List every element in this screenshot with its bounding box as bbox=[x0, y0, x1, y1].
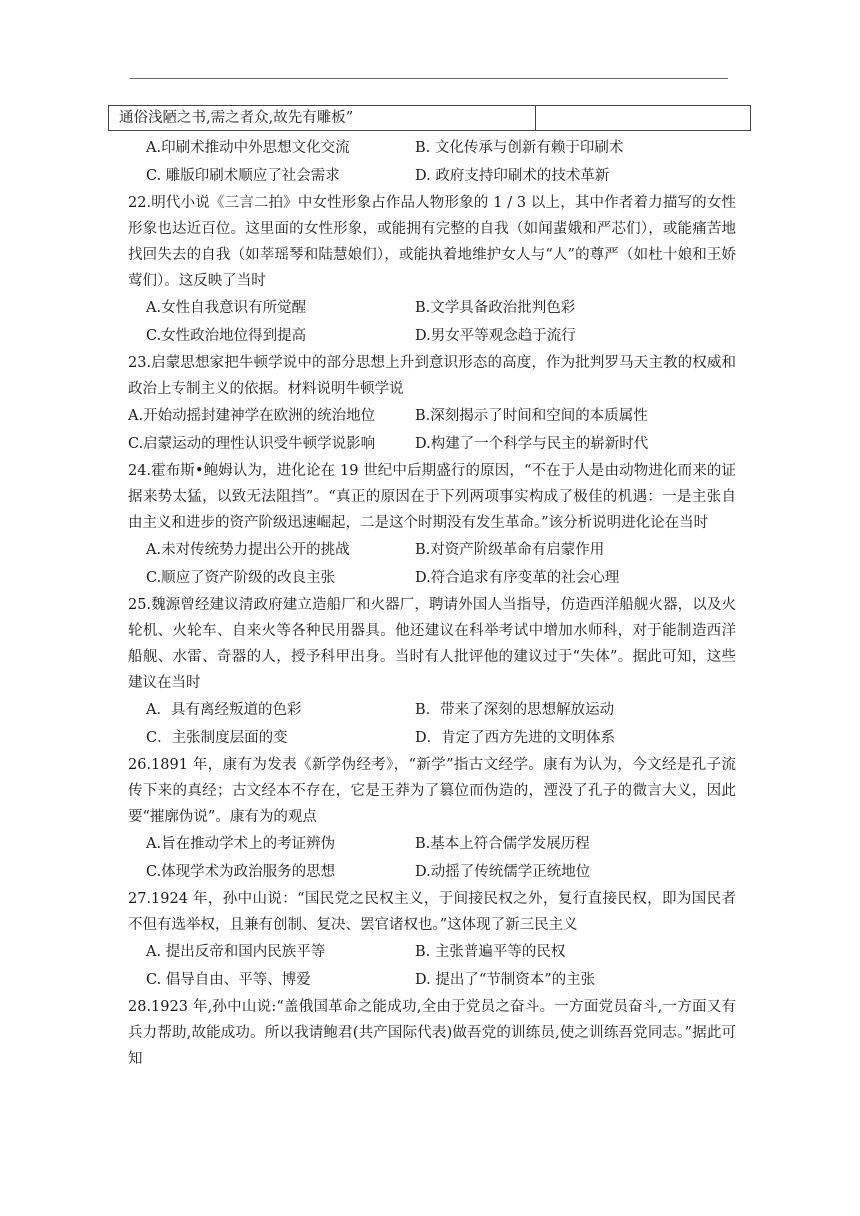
q24-option-b: B.对资产阶级革命有启蒙作用 bbox=[415, 542, 605, 558]
q24-stem: 24.霍布斯•鲍姆认为，进化论在 19 世纪中后期盛行的原因，“不在于人是由动物进化而来的证据来势太猛，以致无法阻挡”。“真正的原因在于下列两项事实构成了极佳的机遇：一是主张自由主义和进步的资产阶级迅速崛起，二是这个时期没有发生革命。”该分析说明进化论在当时 bbox=[128, 463, 736, 531]
q21-option-c: C. 雕版印刷术顺应了社会需求 bbox=[146, 168, 340, 184]
q26-options-row1 bbox=[128, 830, 736, 858]
q24-option-d: D.符合追求有序变革的社会心理 bbox=[415, 570, 620, 586]
q25-option-c: C．主张制度层面的变 bbox=[146, 730, 288, 746]
q25-option-a: A．具有离经叛道的色彩 bbox=[146, 702, 302, 718]
q23-options-row1 bbox=[128, 402, 736, 430]
q22-stem: 22.明代小说《三言二拍》中女性形象占作品人物形象的 1 / 3 以上，其中作者着力描写的女性形象也达近百位。这里面的女性形象，或能拥有完整的自我（如闻蜚娥和严芯们），或能痛苦地找回失去的自我（如莘瑶琴和陆慧娘们），或能执着地维护女人与“人”的尊严（如杜十娘和王娇莺们）。这反映了当时 bbox=[128, 195, 736, 289]
q28-stem: 28.1923 年,孙中山说:“盖俄国革命之能成功,全由于党员之奋斗。一方面党员奋斗,一方面又有兵力帮助,故能成功。所以我请鲍君(共产国际代表)做吾党的训练员,使之训练吾党同志。”据此可知 bbox=[128, 999, 736, 1067]
q26-option-b: B.基本上符合儒学发展历程 bbox=[415, 836, 590, 852]
q27-option-d: D. 提出了“节制资本”的主张 bbox=[415, 972, 596, 988]
q24-option-a: A.未对传统势力提出公开的挑战 bbox=[146, 542, 350, 558]
q27-stem: 27.1924 年，孙中山说：“国民党之民权主义，于间接民权之外，复行直接民权，即为国民者不但有选举权，且兼有创制、复决、罢官诸权也。”这体现了新三民主义 bbox=[128, 891, 736, 933]
q26-options-row2 bbox=[128, 858, 736, 886]
q21-option-b: B. 文化传承与创新有赖于印刷术 bbox=[415, 140, 624, 156]
q26-option-c: C.体现学术为政治服务的思想 bbox=[146, 864, 336, 880]
q24-option-c: C.顺应了资产阶级的改良主张 bbox=[146, 570, 336, 586]
q27-option-a: A. 提出反帝和国内民族平等 bbox=[146, 944, 326, 960]
q27-options-row2 bbox=[128, 966, 736, 994]
table-cell-left: 通俗浅陋之书,需之者众,故先有雕板” bbox=[109, 106, 536, 130]
table-cell-right bbox=[536, 106, 750, 130]
q22-options-row2 bbox=[128, 322, 736, 350]
q25-stem: 25.魏源曾经建议清政府建立造船厂和火器厂，聘请外国人当指导，仿造西洋船舰火器，以及火轮机、火轮车、自来火等各种民用器具。他还建议在科举考试中增加水师科，对于能制造西洋船舰、水雷、奇器的人，授予科甲出身。当时有人批评他的建议过于“失体”。据此可知，这些建议在当时 bbox=[128, 597, 736, 691]
q24-options-row1 bbox=[128, 536, 736, 564]
q23-stem: 23.启蒙思想家把牛顿学说中的部分思想上升到意识形态的高度，作为批判罗马天主教的权威和政治上专制主义的依据。材料说明牛顿学说 bbox=[128, 355, 736, 397]
q21-options-row2 bbox=[128, 162, 736, 190]
q25-option-b: B．带来了深刻的思想解放运动 bbox=[415, 702, 615, 718]
q27-option-b: B. 主张普遍平等的民权 bbox=[415, 944, 566, 960]
table-fragment bbox=[108, 105, 751, 131]
q25-options-row2 bbox=[128, 724, 736, 752]
header-rule bbox=[130, 78, 728, 79]
q21-options-row1 bbox=[128, 134, 736, 162]
q22-option-c: C.女性政治地位得到提高 bbox=[146, 328, 307, 344]
q27-options-row1 bbox=[128, 938, 736, 966]
q22-options-row1 bbox=[128, 294, 736, 322]
q23-option-a: A.开始动摇封建神学在欧洲的统治地位 bbox=[128, 408, 376, 424]
exam-content bbox=[128, 134, 736, 1072]
q23-option-c: C.启蒙运动的理性认识受牛顿学说影响 bbox=[128, 436, 376, 452]
q24-options-row2 bbox=[128, 564, 736, 592]
q25-option-d: D．肯定了西方先进的文明体系 bbox=[415, 730, 616, 746]
q23-options-row2 bbox=[128, 430, 736, 458]
q26-option-d: D.动摇了传统儒学正统地位 bbox=[415, 864, 591, 880]
q26-stem: 26.1891 年，康有为发表《新学伪经考》，“新学”指古文经学。康有为认为，今文经是孔子流传下来的真经；古文经本不存在，它是王莽为了篡位而伪造的，湮没了孔子的微言大义，因此要“摧廓伪说”。康有为的观点 bbox=[128, 757, 736, 825]
q22-option-d: D.男女平等观念趋于流行 bbox=[415, 328, 576, 344]
q21-option-d: D. 政府支持印刷术的技术革新 bbox=[415, 168, 610, 184]
q22-option-a: A.女性自我意识有所觉醒 bbox=[146, 300, 307, 316]
q22-option-b: B.文学具备政治批判色彩 bbox=[415, 300, 576, 316]
q23-option-b: B.深刻揭示了时间和空间的本质属性 bbox=[415, 408, 648, 424]
q26-option-a: A.旨在推动学术上的考证辨伪 bbox=[146, 836, 336, 852]
q23-option-d: D.构建了一个科学与民主的崭新时代 bbox=[415, 436, 649, 452]
q21-option-a: A.印刷术推动中外思想文化交流 bbox=[146, 140, 350, 156]
q27-option-c: C. 倡导自由、平等、博爱 bbox=[146, 972, 311, 988]
q25-options-row1 bbox=[128, 696, 736, 724]
